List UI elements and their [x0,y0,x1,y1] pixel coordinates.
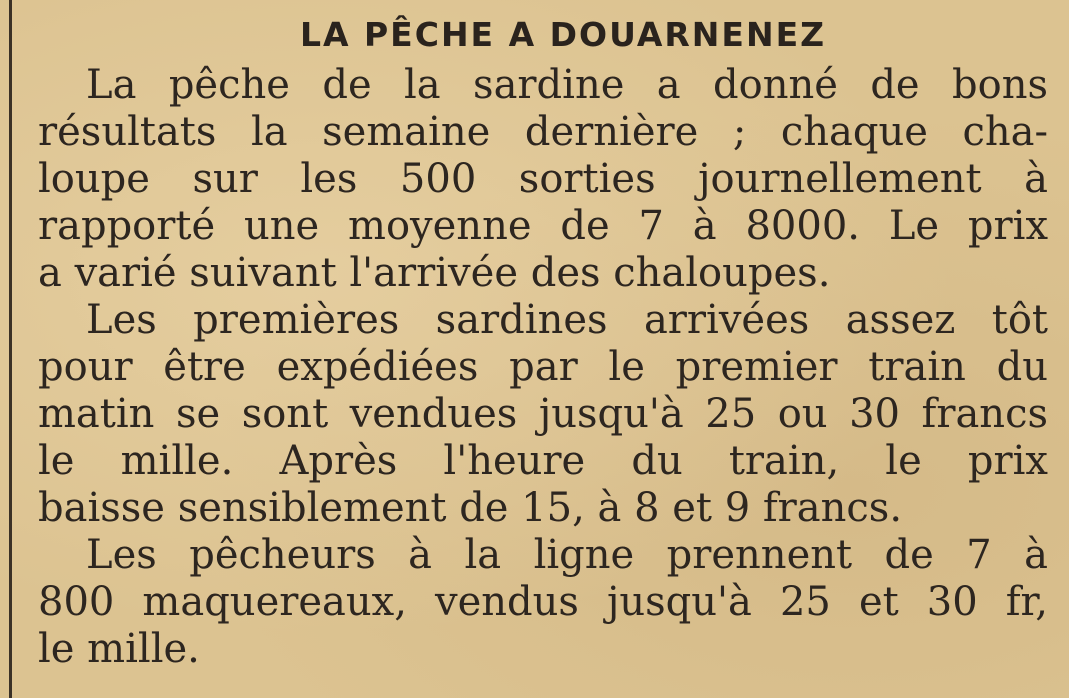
paragraph-3 [38,532,1048,673]
paragraph-line: loupe sur les 500 sorties journellement à [38,156,1048,202]
paragraph-line: résultats la semaine dernière ; chaque cha- [38,109,1048,155]
paragraph-line: baisse sensiblement de 15, à 8 et 9 francs. [38,485,903,531]
paragraph-2 [38,297,1048,532]
paragraph-line: Les pêcheurs à la ligne prennent de 7 à [86,532,1048,578]
article-headline: LA PÊCHE A DOUARNENEZ [299,15,827,54]
column-rule [9,0,12,698]
paragraph-line: a varié suivant l'arrivée des chaloupes. [38,250,831,296]
article [38,10,1048,673]
paragraph-line: matin se sont vendues jusqu'à 25 ou 30 francs [38,391,1048,437]
paragraph-line: Les premières sardines arrivées assez tôt [86,297,1048,343]
paragraph-line: le mille. [38,626,200,672]
paragraph-line: le mille. Après l'heure du train, le prix [38,438,1048,484]
paragraph-line: pour être expédiées par le premier train du [38,344,1048,390]
paragraph-1 [38,62,1048,297]
paragraph-line: 800 maquereaux, vendus jusqu'à 25 et 30 fr, [38,579,1048,625]
paragraph-line: La pêche de la sardine a donné de bons [86,62,1048,108]
paragraph-line: rapporté une moyenne de 7 à 8000. Le prix [38,203,1048,249]
